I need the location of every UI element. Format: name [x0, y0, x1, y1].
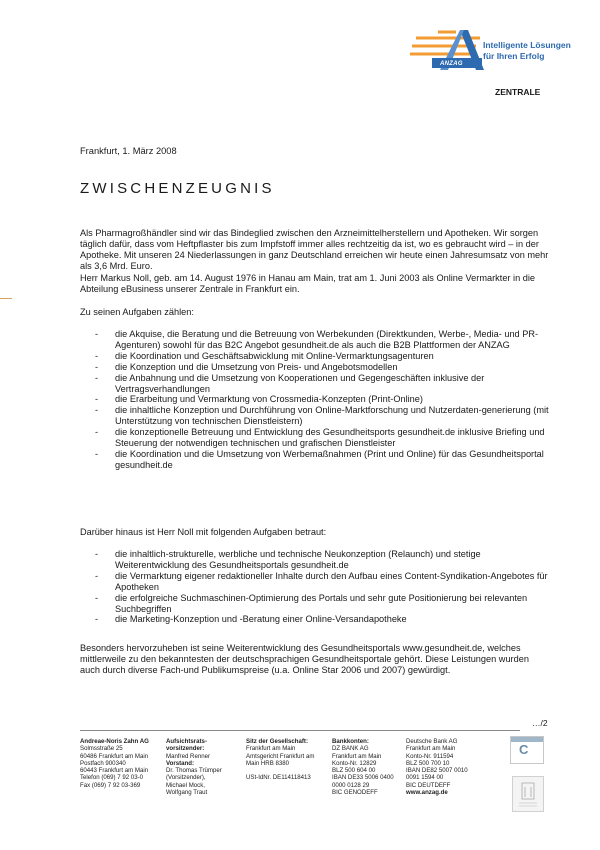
footer-line: Sitz der Gesellschaft: [246, 738, 308, 745]
list-item [95, 394, 550, 405]
list-item [95, 351, 550, 362]
list-dash: - [95, 549, 99, 559]
list-dash: - [95, 372, 99, 383]
list-item [95, 593, 550, 615]
footer-divider [80, 730, 520, 731]
logo-tagline-line-2: für Ihren Erfolg [483, 51, 545, 61]
footer-line: Frankfurt am Main [332, 752, 382, 760]
list-dash: - [95, 329, 99, 339]
footer-line: BIC DEUTDEFF [406, 781, 451, 789]
footer-board [166, 738, 222, 796]
footer-line: Fax (069) 7 92 03-369 [80, 781, 141, 789]
footer-line: 0091 1594 00 [406, 774, 444, 782]
list-item-text: die konzeptionelle Betreuung und Entwicklung des Gesundheitsports gesundheit.de inklusive Briefing und Steuerung der notwendigen technischen und grafischen Dienstleister [115, 427, 545, 449]
logo-tagline [483, 40, 571, 62]
footer-line: Wolfgang Traut [166, 789, 208, 797]
footer-line: Bankkonten: [332, 738, 369, 745]
list-item [95, 427, 550, 449]
footer-line: 60443 Frankfurt am Main [80, 767, 149, 775]
certification-badge-icon: C [510, 736, 544, 764]
list-dash: - [95, 427, 99, 438]
footer-line: Amtsgericht Frankfurt am [246, 752, 315, 760]
list-item [95, 373, 550, 395]
footer-line: Dr. Thomas Trümper [166, 767, 222, 775]
footer-line: DZ BANK AG [332, 745, 369, 753]
list-dash: - [95, 614, 99, 625]
footer-line: Aufsichtsrats- [166, 738, 207, 745]
list-dash: - [95, 592, 99, 603]
list-item [95, 571, 550, 593]
list-dash: - [95, 361, 99, 372]
list-item-text: die Konzeption und die Umsetzung von Preis- und Angebotsmodellen [115, 361, 398, 372]
footer-line: Telefon (069) 7 92 03-0 [80, 774, 144, 782]
list-dash: - [95, 448, 99, 459]
footer-line [246, 767, 314, 774]
department-label: ZENTRALE [495, 87, 541, 97]
list-item-text: die Erarbeitung und Vermarktung von Crossmedia-Konzepten (Print-Online) [115, 394, 423, 405]
page-number: …/2 [532, 718, 548, 728]
document-title: ZWISCHENZEUGNIS [80, 180, 275, 197]
tasks-intro: Zu seinen Aufgaben zählen: [80, 307, 194, 317]
logo-tagline-line-1: Intelligente Lösungen [483, 40, 571, 50]
closing-paragraph: Besonders hervorzuheben ist seine Weiterentwicklung des Gesundheitsportals www.gesundheit.de, welches mittlerweile zu den bekanntesten der deutschsprachigen Gesundheitsportale gehört. Diese Leistungen wurden auch durch diverse Fach-und Publikumspreise (u.a. Online Star 2006 und 2007) gewürdigt. [80, 643, 529, 675]
list-item-text: die erfolgreiche Suchmaschinen-Optimierung des Portals und sehr gute Positionierung bei relevanten Suchbegriffen [115, 592, 528, 614]
footer-line: Andreae-Noris Zahn AG [80, 738, 149, 745]
list-item [95, 405, 550, 427]
list-dash: - [95, 394, 99, 405]
company-logo [410, 28, 570, 76]
footer-line: 0000 0128 29 [332, 781, 370, 789]
list-item-text: die Akquise, die Beratung und die Betreuung von Werbekunden (Direktkunden, Werbe-, Media- und PR-Agenturen) sowohl für das B2C Angebot gesundheit.de als auch die B2B Plattformen der ANZAG [115, 329, 539, 350]
footer-line: Michael Mock, [166, 781, 205, 789]
anzag-logo-icon [410, 28, 490, 76]
list-item-text: die Anbahnung und die Umsetzung von Kooperationen und Gegengeschäften inklusive der Vertragsverhandlungen [115, 372, 485, 394]
footer-line: Konto-Nr. 911594 [406, 752, 454, 760]
list-item-text: die inhaltliche Konzeption und Durchführung von Online-Marktforschung und Nutzerdaten-generierung (mit Unterstützung von technischen Dienstleistern) [115, 405, 549, 427]
footer-line: Deutsche Bank AG [406, 738, 458, 745]
footer-line: Main HRB 8380 [246, 759, 290, 767]
list-item-text: die Koordination und die Umsetzung von Werbemaßnahmen (Print und Online) für das Gesundheitsportal gesundheit.de [115, 448, 544, 470]
footer-line: Solmsstraße 25 [80, 745, 123, 753]
footer-line: IBAN DE33 5006 0400 [332, 774, 394, 782]
footer-registration [246, 738, 314, 782]
place-date: Frankfurt, 1. März 2008 [80, 146, 177, 156]
footer-line: Vorstand: [166, 759, 194, 767]
list-item-text: die inhaltlich-strukturelle, werbliche und technische Neukonzeption (Relaunch) und stetige Weiterentwicklung des Gesundheitsportals gesundheit.de [115, 549, 481, 570]
list-dash: - [95, 570, 99, 581]
fold-mark [0, 298, 12, 299]
footer-line: Frankfurt am Main [406, 745, 456, 753]
list-item-text: die Marketing-Konzeption und -Beratung einer Online-Versandapotheke [115, 614, 407, 625]
additional-list [95, 549, 550, 625]
footer-bank-2 [406, 738, 468, 796]
footer-line: (Vorsitzender), [166, 774, 206, 782]
footer-line: www.anzag.de [406, 789, 448, 797]
footer-line: BLZ 500 604 00 [332, 767, 376, 775]
footer-line: Manfred Renner [166, 752, 211, 760]
footer-line: BIC GENODEFF [332, 789, 378, 797]
footer-line: IBAN DE82 5007 0010 [406, 767, 468, 775]
award-seal-icon [512, 776, 544, 812]
list-item [95, 362, 550, 373]
footer-line: Frankfurt am Main [246, 745, 296, 753]
footer-line: BLZ 500 700 10 [406, 759, 450, 767]
logo-brand-text: ANZAG [440, 61, 463, 67]
footer-bank-1 [332, 738, 394, 796]
list-item [95, 449, 550, 471]
footer-line: 60486 Frankfurt am Main [80, 752, 149, 760]
list-item [95, 549, 550, 571]
additional-intro: Darüber hinaus ist Herr Noll mit folgenden Aufgaben betraut: [80, 527, 327, 537]
tasks-list [95, 329, 550, 471]
list-dash: - [95, 350, 99, 361]
footer-line: Konto-Nr. 12829 [332, 759, 377, 767]
employee-paragraph: Herr Markus Noll, geb. am 14. August 1976 in Hanau am Main, trat am 1. Juni 2003 als Online Vermarkter in die Abteilung eBusiness unserer Zentrale in Frankfurt ein. [80, 273, 536, 294]
intro-paragraph: Als Pharmagroßhändler sind wir das Bindeglied zwischen den Arzneimittelherstellern und Apotheken. Wir sorgen täglich dafür, dass vom Heftpflaster bis zum Impfstoff immer alles rechtzeitig da ist, wo es gebraucht wird – in der Apotheke. Mit unseren 24 Niederlassungen in ganz Deutschland erreichen wir heute einen Jahresumsatz von mehr als 3,6 Mrd. Euro. [80, 228, 549, 271]
list-item-text: die Koordination und Geschäftsabwicklung mit Online-Vermarktungsagenturen [115, 350, 434, 361]
footer-line: USt-IdNr. DE114118413 [246, 774, 311, 782]
list-item [95, 329, 550, 351]
list-item-text: die Vermarktung eigener redaktioneller Inhalte durch den Aufbau eines Content-Syndikation-Angebotes für Apotheken [115, 570, 548, 592]
footer-company [80, 738, 149, 789]
footer-line: Postfach 900340 [80, 759, 126, 767]
list-item [95, 614, 550, 625]
footer-line: vorsitzender: [166, 745, 205, 753]
list-dash: - [95, 405, 99, 416]
